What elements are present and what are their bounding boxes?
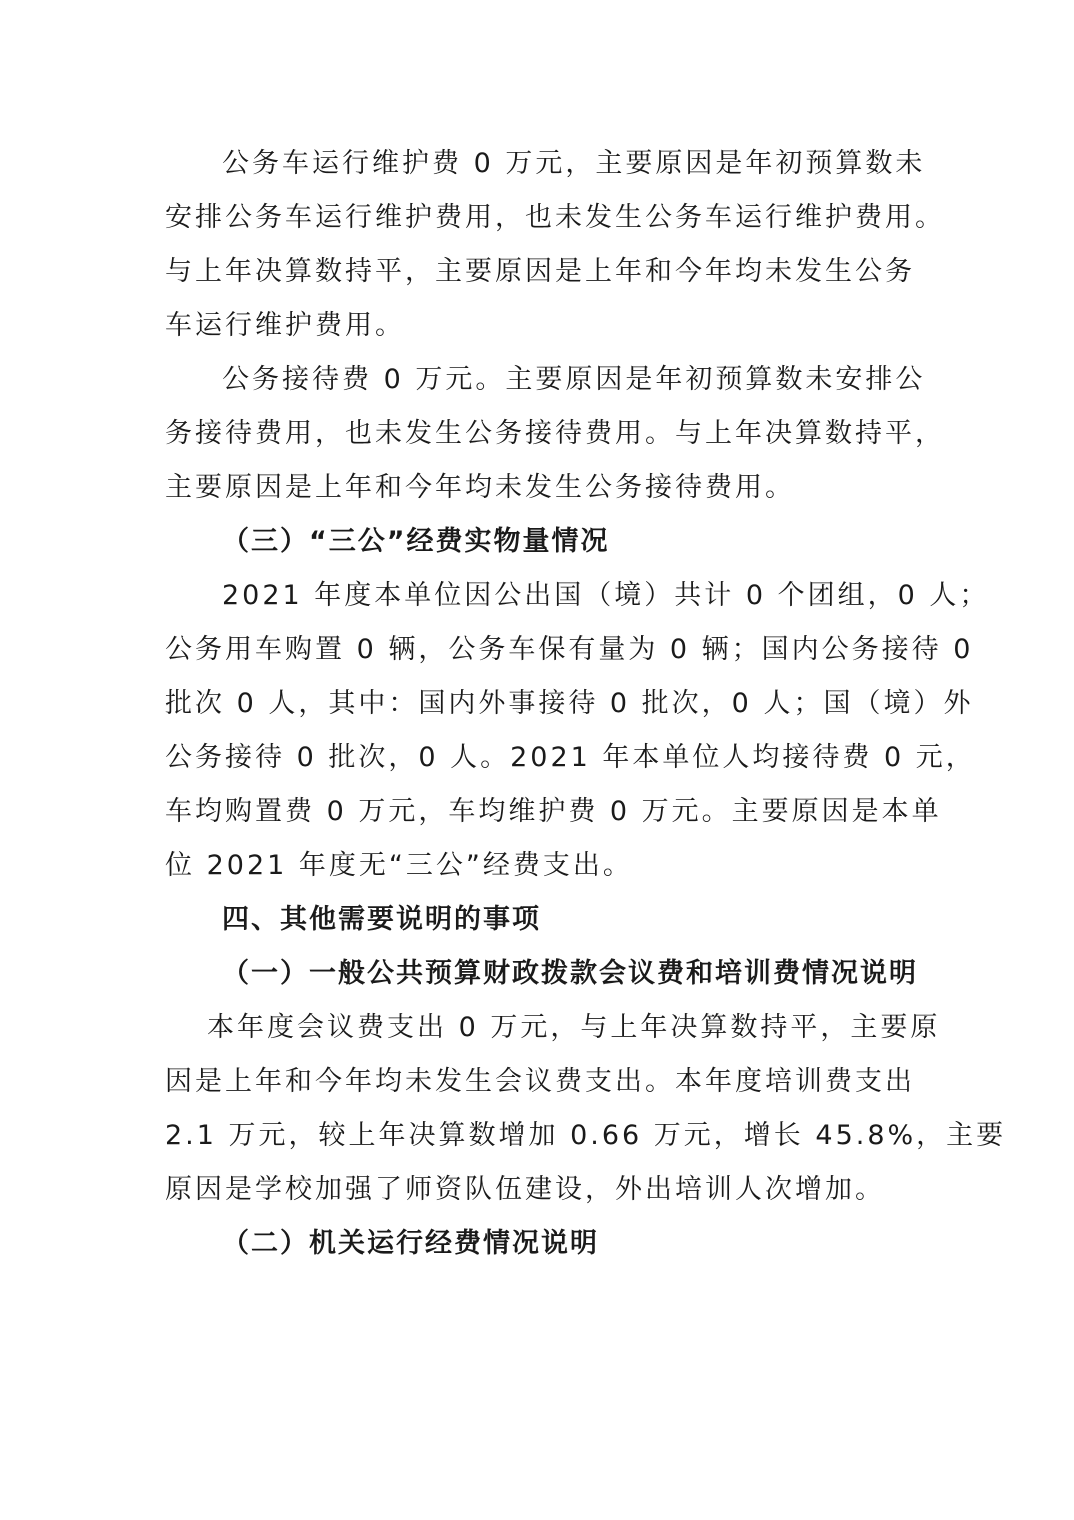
paragraph-reception-line-2: 务接待费用，也未发生公务接待费用。与上年决算数持平， xyxy=(165,418,945,449)
paragraph-vehicle-maintenance-line-4: 车运行维护费用。 xyxy=(165,310,405,341)
paragraph-reception-line-3: 主要原因是上年和今年均未发生公务接待费用。 xyxy=(165,472,795,503)
paragraph-quantity-line-2: 公务用车购置 0 辆，公务车保有量为 0 辆；国内公务接待 0 xyxy=(165,634,974,665)
paragraph-quantity-line-3: 批次 0 人，其中：国内外事接待 0 批次，0 人；国（境）外 xyxy=(165,688,974,719)
paragraph-quantity-line-6: 位 2021 年度无“三公”经费支出。 xyxy=(165,850,633,881)
paragraph-meeting-training-line-1: 本年度会议费支出 0 万元，与上年决算数持平，主要原 xyxy=(207,1012,941,1043)
paragraph-reception-line-1: 公务接待费 0 万元。主要原因是年初预算数未安排公 xyxy=(222,364,926,395)
paragraph-vehicle-maintenance-line-3: 与上年决算数持平，主要原因是上年和今年均未发生公务 xyxy=(165,256,915,287)
paragraph-quantity-line-1: 2021 年度本单位因公出国（境）共计 0 个团组，0 人； xyxy=(222,580,990,611)
section-heading-three-public-quantity: （三）“三公”经费实物量情况 xyxy=(222,526,610,557)
section-heading-operating-expenses: （二）机关运行经费情况说明 xyxy=(222,1228,599,1259)
section-heading-meeting-training-fees: （一）一般公共预算财政拨款会议费和培训费情况说明 xyxy=(222,958,918,989)
paragraph-meeting-training-line-2: 因是上年和今年均未发生会议费支出。本年度培训费支出 xyxy=(165,1066,915,1097)
section-heading-other-matters: 四、其他需要说明的事项 xyxy=(222,904,541,935)
paragraph-quantity-line-4: 公务接待 0 批次，0 人。2021 年本单位人均接待费 0 元， xyxy=(165,742,976,773)
paragraph-meeting-training-line-4: 原因是学校加强了师资队伍建设，外出培训人次增加。 xyxy=(165,1174,885,1205)
paragraph-vehicle-maintenance-line-1: 公务车运行维护费 0 万元，主要原因是年初预算数未 xyxy=(222,148,926,179)
paragraph-quantity-line-5: 车均购置费 0 万元，车均维护费 0 万元。主要原因是本单 xyxy=(165,796,942,827)
paragraph-vehicle-maintenance-line-2: 安排公务车运行维护费用，也未发生公务车运行维护费用。 xyxy=(165,202,945,233)
paragraph-meeting-training-line-3: 2.1 万元，较上年决算数增加 0.66 万元，增长 45.8%，主要 xyxy=(165,1120,1007,1151)
